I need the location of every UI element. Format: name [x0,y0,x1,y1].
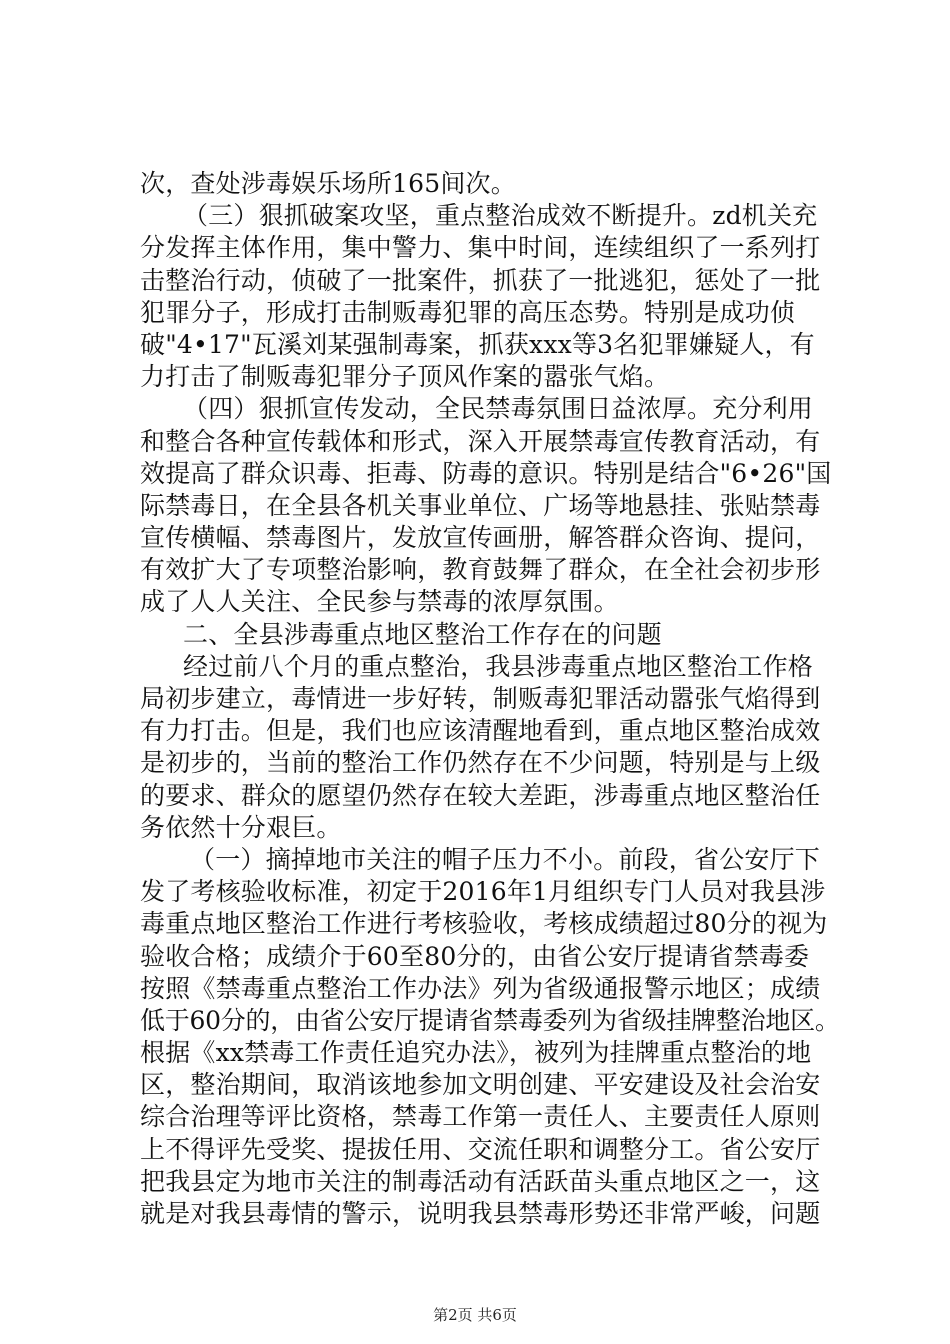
text-line: 把我县定为地市关注的制毒活动有活跃苗头重点地区之一，这 [140,1166,821,1196]
document-body [140,168,840,1230]
text-line: 和整合各种宣传载体和形式，深入开展禁毒宣传教育活动，有 [140,426,821,456]
text-line: 击整治行动，侦破了一批案件，抓获了一批逃犯，惩处了一批 [140,265,821,295]
section-heading-2: 二、全县涉毒重点地区整治工作存在的问题 [183,619,662,649]
text-line: 低于60分的，由省公安厅提请省禁毒委列为省级挂牌整治地区。 [140,1005,840,1035]
text-line: 根据《xx禁毒工作责任追究办法》，被列为挂牌重点整治的地 [140,1038,812,1068]
text-line: 际禁毒日，在全县各机关事业单位、广场等地悬挂、张贴禁毒 [140,490,821,520]
text-line: 破"4•17"瓦溪刘某强制毒案，抓获xxx等3名犯罪嫌疑人，有 [140,329,815,359]
text-line: 毒重点地区整治工作进行考核验收，考核成绩超过80分的视为 [140,909,828,939]
page-footer [0,1304,950,1325]
text-line: 是初步的，当前的整治工作仍然存在不少问题，特别是与上级 [140,748,821,778]
paragraph-heading-3: （三）狠抓破案攻坚，重点整治成效不断提升。zd机关充 [183,201,818,231]
text-line: 务依然十分艰巨。 [140,812,342,842]
text-line: 力打击了制贩毒犯罪分子顶风作案的嚣张气焰。 [140,362,670,392]
page-number: 第2页 共6页 [433,1306,517,1324]
text-line: 发了考核验收标准，初定于2016年1月组织专门人员对我县涉 [140,877,826,907]
text-line: 综合治理等评比资格，禁毒工作第一责任人、主要责任人原则 [140,1102,821,1132]
text-line: 成了人人关注、全民参与禁毒的浓厚氛围。 [140,587,619,617]
text-line: 分发挥主体作用，集中警力、集中时间，连续组织了一系列打 [140,233,821,263]
text-line: 经过前八个月的重点整治，我县涉毒重点地区整治工作格 [183,651,814,681]
text-line: 宣传横幅、禁毒图片，发放宣传画册，解答群众咨询、提问， [140,523,821,553]
paragraph-heading-1: （一）摘掉地市关注的帽子压力不小。前段，省公安厅下 [190,844,821,874]
text-line: 有效扩大了专项整治影响，教育鼓舞了群众，在全社会初步形 [140,555,821,585]
text-line: 区，整治期间，取消该地参加文明创建、平安建设及社会治安 [140,1070,821,1100]
text-line: 按照《禁毒重点整治工作办法》列为省级通报警示地区；成绩 [140,973,821,1003]
paragraph-heading-4: （四）狠抓宣传发动，全民禁毒氛围日益浓厚。充分利用 [183,394,814,424]
text-line: 犯罪分子，形成打击制贩毒犯罪的高压态势。特别是成功侦 [140,297,796,327]
text-line: 就是对我县毒情的警示，说明我县禁毒形势还非常严峻，问题 [140,1199,821,1228]
text-line: 的要求、群众的愿望仍然存在较大差距，涉毒重点地区整治任 [140,780,821,810]
text-line: 效提高了群众识毒、拒毒、防毒的意识。特别是结合"6•26"国 [140,458,832,488]
text-line: 次，查处涉毒娱乐场所165间次。 [140,169,516,198]
text-line: 有力打击。但是，我们也应该清醒地看到，重点地区整治成效 [140,716,821,746]
text-line: 上不得评先受奖、提拔任用、交流任职和调整分工。省公安厅 [140,1134,821,1164]
text-line: 验收合格；成绩介于60至80分的，由省公安厅提请省禁毒委 [140,941,810,971]
text-line: 局初步建立，毒情进一步好转，制贩毒犯罪活动嚣张气焰得到 [140,684,821,713]
